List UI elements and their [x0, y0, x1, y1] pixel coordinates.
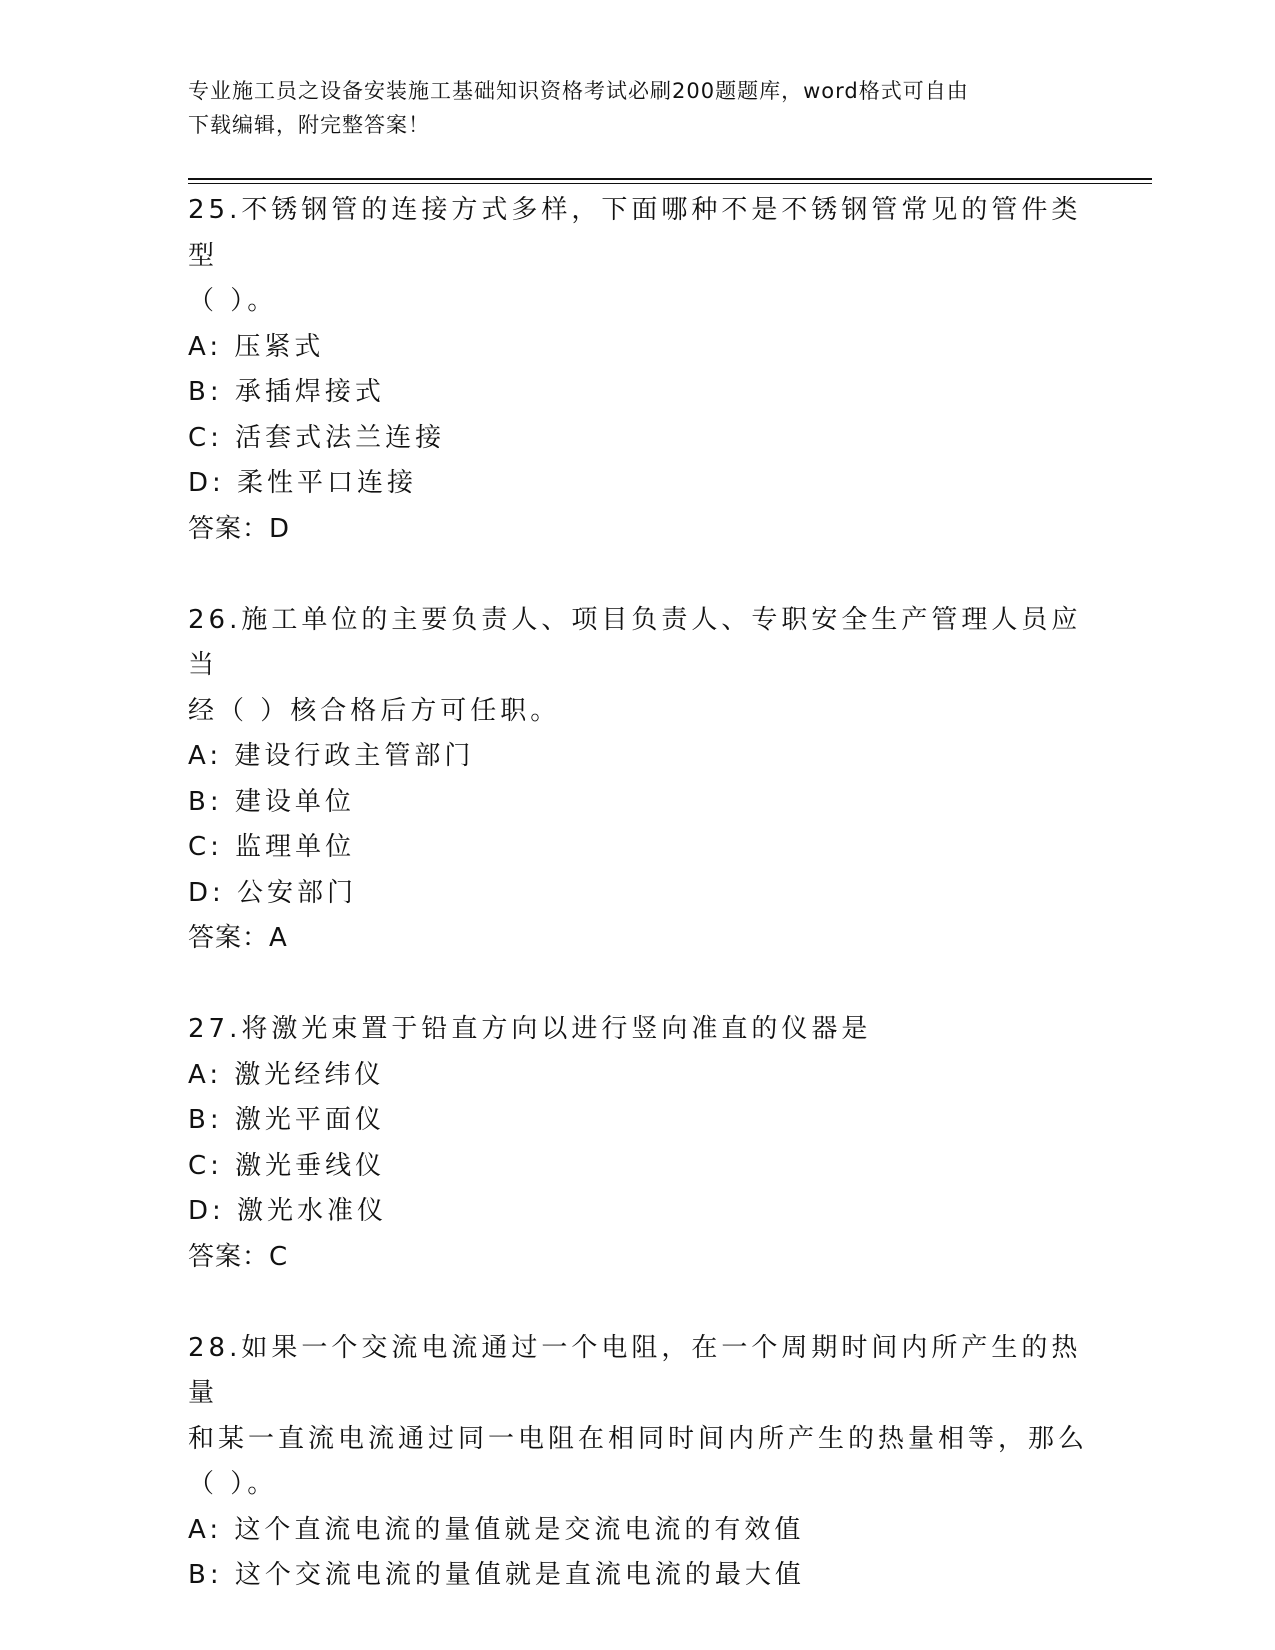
- option-d: D: 柔性平口连接: [188, 468, 418, 498]
- question-list: [188, 188, 1088, 1599]
- answer-label: 答案：D: [188, 513, 291, 544]
- question-stem-line: 和某一直流电流通过同一电阻在相同时间内所产生的热量相等，那么: [188, 1423, 1089, 1454]
- option-d: D: 公安部门: [188, 877, 358, 908]
- header-line-1: 专业施工员之设备安装施工基础知识资格考试必刷200题题库，word格式可自由: [188, 79, 969, 103]
- question-25: [188, 188, 1088, 552]
- header-line-2: 下载编辑，附完整答案！: [188, 113, 430, 137]
- option-a: A: 压紧式: [188, 331, 325, 362]
- answer-label: 答案：A: [188, 923, 288, 953]
- header-divider-thin: [188, 183, 1152, 184]
- question-stem-line: （ ）。: [188, 1469, 278, 1499]
- option-d: D: 激光水准仪: [188, 1196, 388, 1226]
- question-26: [188, 598, 1088, 962]
- option-b: B: 这个交流电流的量值就是直流电流的最大值: [188, 1560, 805, 1590]
- document-header: [188, 74, 1068, 142]
- option-c: C: 激光垂线仪: [188, 1150, 386, 1181]
- option-a: A: 这个直流电流的量值就是交流电流的有效值: [188, 1514, 805, 1545]
- option-a: A: 激光经纬仪: [188, 1059, 385, 1090]
- option-b: B: 激光平面仪: [188, 1105, 385, 1135]
- option-b: B: 建设单位: [188, 786, 355, 817]
- question-stem-line: （ ）。: [188, 286, 278, 316]
- question-stem-line: 28.如果一个交流电流通过一个电阻，在一个周期时间内所产生的热量: [188, 1332, 1082, 1408]
- option-c: C: 活套式法兰连接: [188, 422, 446, 453]
- answer-label: 答案：C: [188, 1241, 289, 1272]
- question-spacer: [188, 552, 1088, 598]
- question-27: [188, 1007, 1088, 1280]
- question-spacer: [188, 962, 1088, 1008]
- question-28: [188, 1326, 1088, 1599]
- header-divider-thick: [188, 178, 1152, 180]
- option-b: B: 承插焊接式: [188, 377, 385, 407]
- question-stem-line: 25.不锈钢管的连接方式多样，下面哪种不是不锈钢管常见的管件类型: [188, 195, 1082, 271]
- question-stem-line: 经（ ）核合格后方可任职。: [188, 695, 561, 726]
- question-spacer: [188, 1280, 1088, 1326]
- question-stem-line: 27.将激光束置于铅直方向以进行竖向准直的仪器是: [188, 1014, 872, 1044]
- question-stem-line: 26.施工单位的主要负责人、项目负责人、专职安全生产管理人员应当: [188, 604, 1082, 680]
- option-a: A: 建设行政主管部门: [188, 741, 475, 771]
- option-c: C: 监理单位: [188, 832, 356, 862]
